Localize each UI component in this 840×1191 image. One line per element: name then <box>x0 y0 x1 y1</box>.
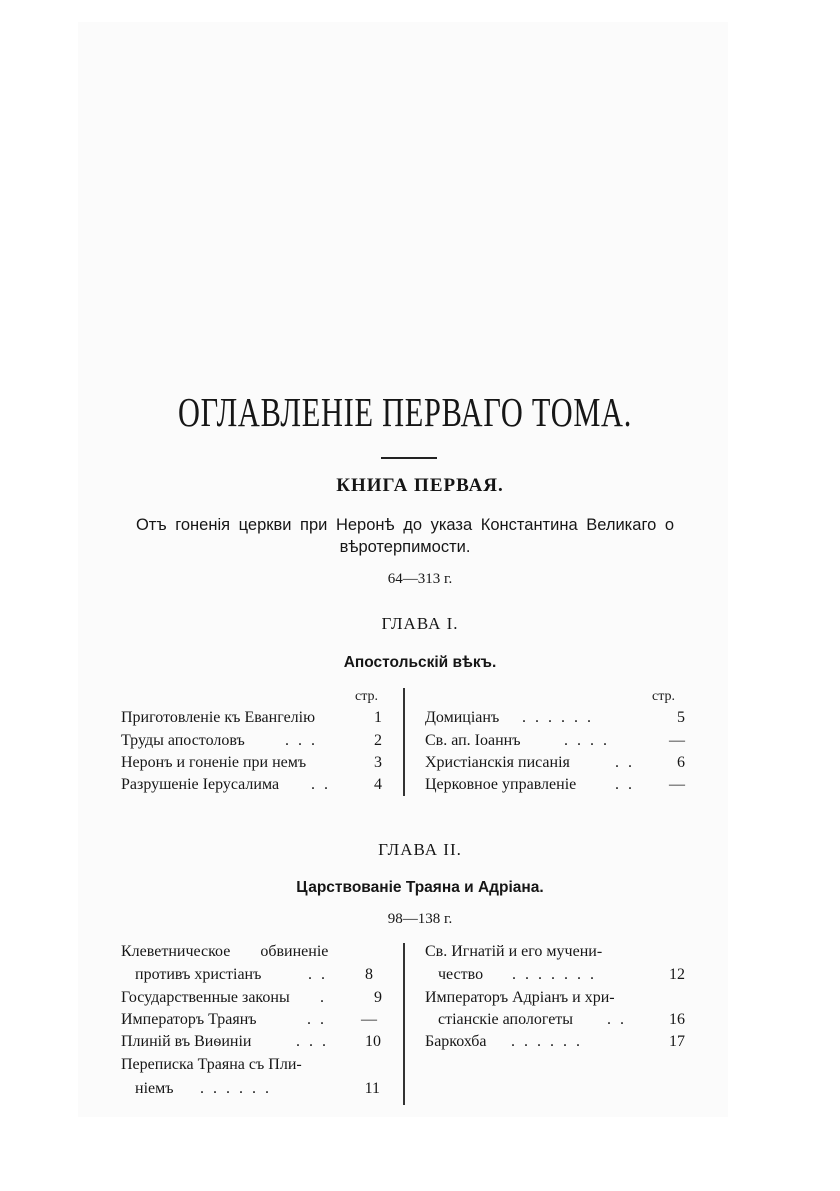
toc-entry-leader: ... <box>285 732 324 749</box>
toc-entry-page: 5 <box>677 709 685 726</box>
chapter-1-subheading: Апостольскій вѣкъ. <box>343 654 497 671</box>
toc-entry-title: Императоръ Траянъ <box>121 1011 257 1028</box>
toc-entry-title-line1: Переписка Траяна съ Пли- <box>121 1056 302 1073</box>
toc-entry-page: 2 <box>374 732 382 749</box>
chapter-1-heading: ГЛАВА I. <box>381 614 459 633</box>
toc-entry-leader: .... <box>564 732 616 749</box>
toc-entry-leader: .. <box>311 776 337 793</box>
toc-entry-leader: ...... <box>200 1080 278 1097</box>
toc-entry-title-line1: Св. Игнатій и его мучени- <box>425 943 603 960</box>
toc-entry-page: 8 <box>365 966 373 983</box>
toc-entry-title: Приготовленіе къ Евангелію <box>121 709 316 726</box>
toc-entry-leader: ....... <box>512 966 603 983</box>
toc-entry-page: 10 <box>365 1033 381 1050</box>
toc-entry-title: Христіанскія писанія <box>425 754 570 771</box>
toc-entry-title: Государственные законы <box>121 989 290 1006</box>
toc-entry-page: — <box>669 776 685 793</box>
toc-entry-page: 17 <box>669 1033 685 1050</box>
toc-entry-leader: . <box>320 989 333 1006</box>
toc-entry-title: Баркохба <box>425 1033 487 1050</box>
toc-entry-leader: .. <box>615 754 641 771</box>
toc-entry-page: 3 <box>374 754 382 771</box>
toc-entry-title-line1: Императоръ Адріанъ и хри- <box>425 989 615 1006</box>
toc-entry-page: 9 <box>374 989 382 1006</box>
title-rule <box>381 457 437 459</box>
toc-entry-page: 16 <box>669 1011 685 1028</box>
toc-entry-page: 6 <box>677 754 685 771</box>
toc-entry-page: 1 <box>374 709 382 726</box>
chapter-2-heading: ГЛАВА II. <box>378 840 462 859</box>
toc-entry-title: чество <box>438 966 484 983</box>
toc-entry-page: — <box>361 1011 377 1028</box>
page-column-label-right: стр. <box>652 689 676 704</box>
toc-entry-title: Св. ап. Іоаннъ <box>425 732 521 749</box>
toc-entry-page: 11 <box>364 1080 380 1097</box>
toc-entry-leader: .. <box>615 776 641 793</box>
toc-entry-title: Церковное управленіе <box>425 776 577 793</box>
toc-entry-title: Домиціанъ <box>425 709 500 726</box>
toc-entry-leader: .. <box>607 1011 633 1028</box>
toc-entry-title: противъ христіанъ <box>135 966 262 983</box>
toc-entry-title: Труды апостоловъ <box>121 732 245 749</box>
book-years: 64—313 г. <box>387 571 453 587</box>
toc-entry-leader: ...... <box>511 1033 589 1050</box>
chapter-2-subheading: Царствованіе Траяна и Адріана. <box>296 879 544 896</box>
toc-entry-title: Разрушеніе Іерусалима <box>121 776 280 793</box>
toc-entry-title: стіанскіе апологеты <box>438 1011 574 1028</box>
toc-entry-page: 4 <box>374 776 382 793</box>
toc-entry-leader: .. <box>308 966 334 983</box>
toc-entry-title: Неронъ и гоненіе при немъ <box>121 754 307 771</box>
volume-title: ОГЛАВЛЕНIЕ ПЕРВАГО ТОМА. <box>177 389 633 435</box>
toc-entry-leader: ... <box>296 1033 335 1050</box>
toc-entry-title: Плиній въ Виѳиніи <box>121 1033 252 1050</box>
column-divider <box>403 943 405 1105</box>
toc-entry-title: ніемъ <box>135 1080 174 1097</box>
book-subtitle: Отъ гоненія церкви при Неронѣ до указа Константина Великаго о вѣротерпимости. <box>135 516 675 556</box>
toc-entry-leader: .. <box>307 1011 333 1028</box>
column-divider <box>403 688 405 796</box>
toc-entry-page: — <box>669 732 685 749</box>
page-column-label-left: стр. <box>355 689 379 704</box>
toc-entry-page: 12 <box>669 966 685 983</box>
toc-entry-title-line1: Клеветническое обвиненіе <box>121 943 329 960</box>
book-title: КНИГА ПЕРВАЯ. <box>336 475 504 496</box>
toc-entry-leader: ...... <box>522 709 600 726</box>
chapter-2-years: 98—138 г. <box>387 911 453 927</box>
